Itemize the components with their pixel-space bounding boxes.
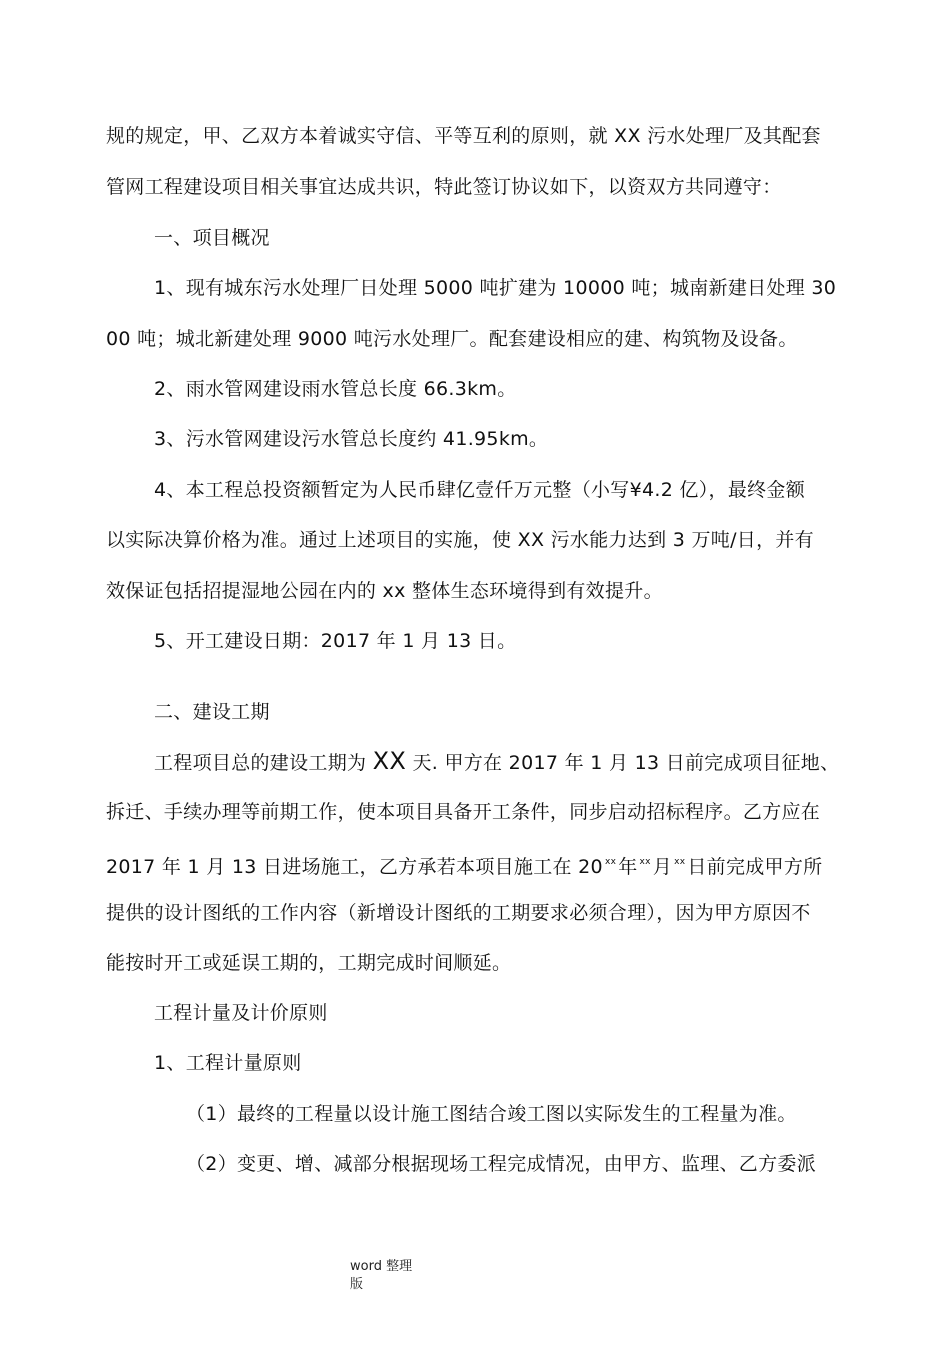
schedule-paragraph-line-2: 拆迁、手续办理等前期工作，使本项目具备开工条件，同步启动招标程序。乙方应在 bbox=[106, 801, 821, 823]
overview-item-4-line-1: 4、本工程总投资额暂定为人民币肆亿壹仟万元整（小写¥4.2 亿），最终金额 bbox=[154, 479, 806, 501]
schedule-text-b: 天. 甲方在 2017 年 1 月 13 日前完成项目征地、 bbox=[406, 752, 840, 774]
schedule-text-a: 工程项目总的建设工期为 bbox=[154, 752, 373, 774]
paragraph-intro-line-1: 规的规定，甲、乙双方本着诚实守信、平等互利的原则，就 XX 污水处理厂及其配套 bbox=[106, 125, 821, 147]
schedule-paragraph-line-1 bbox=[154, 749, 839, 775]
schedule-paragraph-line-4: 提供的设计图纸的工作内容（新增设计图纸的工期要求必须合理），因为甲方原因不 bbox=[106, 902, 811, 924]
schedule-text-c: 2017 年 1 月 13 日进场施工，乙方承若本项目施工在 20 bbox=[106, 856, 603, 878]
overview-item-2: 2、雨水管网建设雨水管总长度 66.3km。 bbox=[154, 378, 517, 400]
overview-item-4-line-3: 效保证包括招提湿地公园在内的 xx 整体生态环境得到有效提升。 bbox=[106, 580, 663, 602]
month-label: 月 bbox=[652, 856, 673, 878]
footer-line-1: word 整理 bbox=[350, 1259, 413, 1274]
schedule-paragraph-line-3 bbox=[106, 850, 822, 879]
day-placeholder: xx bbox=[674, 857, 686, 867]
overview-item-3: 3、污水管网建设污水管总长度约 41.95km。 bbox=[154, 428, 549, 450]
schedule-days-placeholder: XX bbox=[372, 747, 407, 775]
section-heading-schedule: 二、建设工期 bbox=[154, 701, 270, 723]
measurement-rule-2: （2）变更、增、减部分根据现场工程完成情况，由甲方、监理、乙方委派 bbox=[186, 1153, 816, 1175]
overview-item-5: 5、开工建设日期：2017 年 1 月 13 日。 bbox=[154, 630, 517, 652]
year-placeholder: xx bbox=[604, 857, 617, 867]
section-heading-measurement: 工程计量及计价原则 bbox=[154, 1002, 328, 1024]
measurement-subheading-1: 1、工程计量原则 bbox=[154, 1052, 302, 1074]
year-label: 年 bbox=[618, 856, 638, 878]
overview-item-1-line-1: 1、现有城东污水处理厂日处理 5000 吨扩建为 10000 吨；城南新建日处理 30 bbox=[154, 277, 837, 299]
month-placeholder: xx bbox=[639, 857, 651, 867]
overview-item-4-line-2: 以实际决算价格为准。通过上述项目的实施，使 XX 污水能力达到 3 万吨/日，并有 bbox=[106, 529, 814, 551]
schedule-paragraph-line-5: 能按时开工或延误工期的，工期完成时间顺延。 bbox=[106, 952, 512, 974]
paragraph-intro-line-2: 管网工程建设项目相关事宜达成共识，特此签订协议如下，以资双方共同遵守： bbox=[106, 176, 782, 198]
footer-line-2: 版 bbox=[350, 1277, 364, 1292]
measurement-rule-1: （1）最终的工程量以设计施工图结合竣工图以实际发生的工程量为准。 bbox=[186, 1103, 797, 1125]
section-heading-overview: 一、项目概况 bbox=[154, 227, 270, 249]
page-footer bbox=[350, 1258, 412, 1294]
schedule-text-d: 日前完成甲方所 bbox=[687, 856, 823, 878]
overview-item-1-line-2: 00 吨；城北新建处理 9000 吨污水处理厂。配套建设相应的建、构筑物及设备。 bbox=[106, 328, 798, 350]
